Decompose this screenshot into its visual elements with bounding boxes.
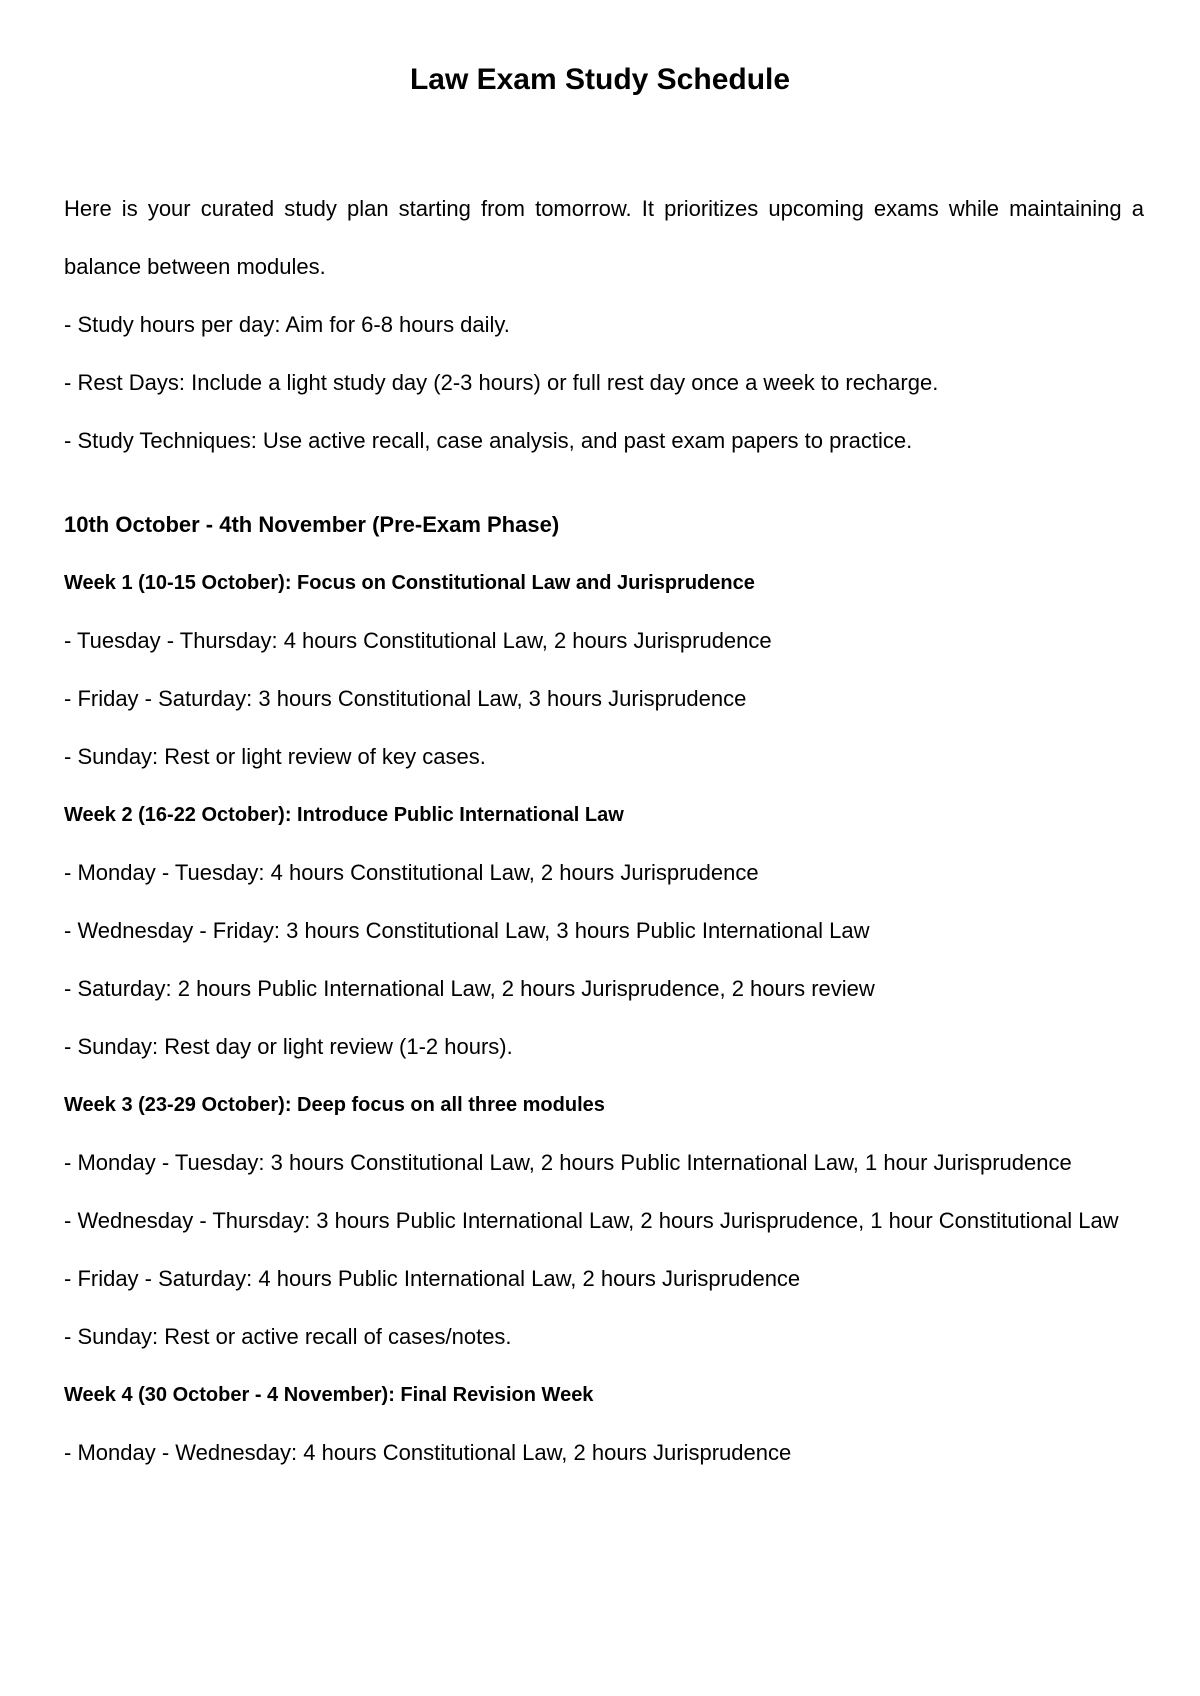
week-3-item: - Wednesday - Thursday: 3 hours Public International Law, 2 hours Jurisprudence, 1 hour Constitutional Law bbox=[64, 1208, 1119, 1233]
week-1-heading: Week 1 (10-15 October): Focus on Constitutional Law and Jurisprudence bbox=[64, 572, 755, 594]
week-3-heading: Week 3 (23-29 October): Deep focus on all three modules bbox=[64, 1094, 605, 1116]
week-1-item: - Friday - Saturday: 3 hours Constitutional Law, 3 hours Jurisprudence bbox=[64, 686, 747, 711]
week-2-item: - Saturday: 2 hours Public International Law, 2 hours Jurisprudence, 2 hours review bbox=[64, 976, 875, 1001]
week-1-item: - Sunday: Rest or light review of key cases. bbox=[64, 744, 486, 769]
guideline-study-hours: - Study hours per day: Aim for 6-8 hours daily. bbox=[64, 312, 510, 337]
intro-paragraph: Here is your curated study plan starting from tomorrow. It prioritizes upcoming exams while maintaining a balance between modules. bbox=[64, 196, 1144, 279]
document-title: Law Exam Study Schedule bbox=[409, 63, 791, 96]
week-1-item: - Tuesday - Thursday: 4 hours Constitutional Law, 2 hours Jurisprudence bbox=[64, 628, 772, 653]
document-body bbox=[64, 180, 1144, 1482]
week-3-item: - Sunday: Rest or active recall of cases/notes. bbox=[64, 1324, 512, 1349]
week-3-item: - Monday - Tuesday: 3 hours Constitutional Law, 2 hours Public International Law, 1 hour Jurisprudence bbox=[64, 1150, 1072, 1175]
guideline-rest-days: - Rest Days: Include a light study day (2-3 hours) or full rest day once a week to recharge. bbox=[64, 370, 939, 395]
guideline-study-techniques: - Study Techniques: Use active recall, case analysis, and past exam papers to practice. bbox=[64, 428, 913, 453]
week-2-heading: Week 2 (16-22 October): Introduce Public International Law bbox=[64, 804, 624, 826]
week-2-item: - Wednesday - Friday: 3 hours Constitutional Law, 3 hours Public International Law bbox=[64, 918, 870, 943]
week-4-heading: Week 4 (30 October - 4 November): Final Revision Week bbox=[64, 1384, 594, 1406]
week-4-item: - Monday - Wednesday: 4 hours Constitutional Law, 2 hours Jurisprudence bbox=[64, 1440, 792, 1465]
week-2-item: - Sunday: Rest day or light review (1-2 hours). bbox=[64, 1034, 513, 1059]
phase-heading: 10th October - 4th November (Pre-Exam Phase) bbox=[64, 512, 560, 537]
week-2-item: - Monday - Tuesday: 4 hours Constitutional Law, 2 hours Jurisprudence bbox=[64, 860, 759, 885]
week-3-item: - Friday - Saturday: 4 hours Public International Law, 2 hours Jurisprudence bbox=[64, 1266, 801, 1291]
